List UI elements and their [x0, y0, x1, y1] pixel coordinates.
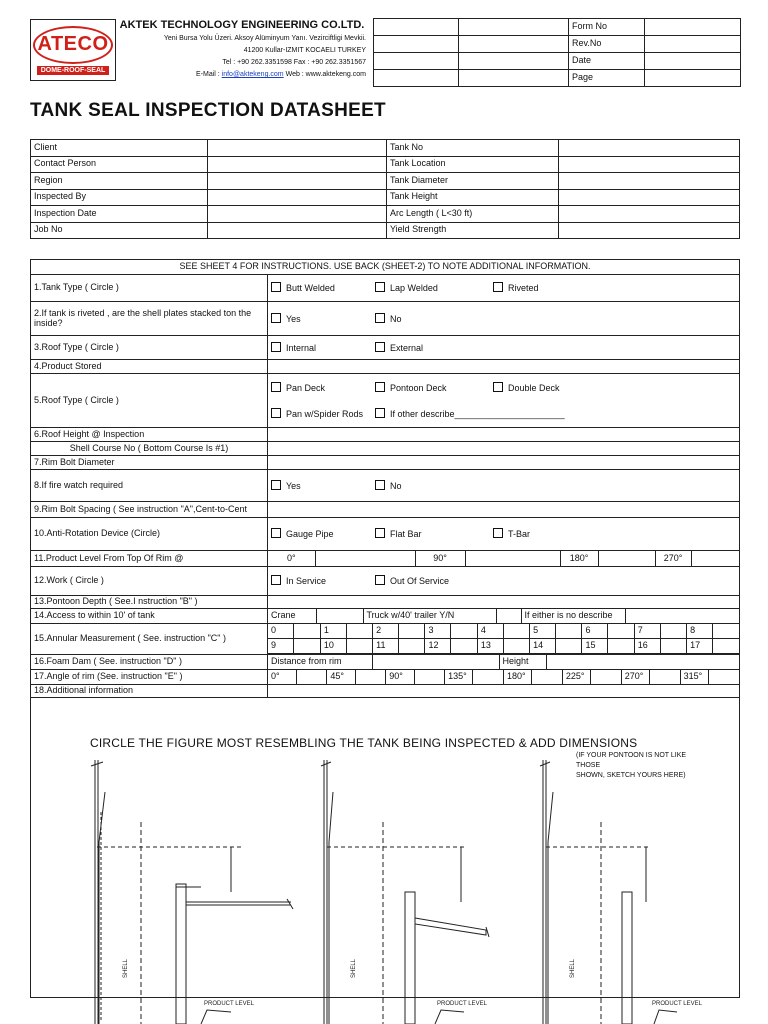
- checkbox[interactable]: [375, 408, 385, 418]
- form-meta-field[interactable]: [374, 19, 459, 36]
- option-label: Pan w/Spider Rods: [286, 408, 364, 419]
- form-meta-row: [374, 53, 741, 70]
- option-label: Out Of Service: [390, 576, 450, 587]
- info-field[interactable]: [559, 140, 740, 157]
- info-row: [31, 173, 740, 190]
- q14-grid: [268, 609, 740, 624]
- option-label: Pan Deck: [286, 382, 326, 393]
- annular-field[interactable]: [451, 624, 477, 638]
- option-label: Double Deck: [508, 382, 560, 393]
- checkbox[interactable]: [375, 480, 385, 490]
- info-row: [31, 222, 740, 239]
- q9-field[interactable]: [268, 502, 740, 518]
- q11-grid: [268, 551, 740, 567]
- q8-label: 8.If fire watch required: [31, 470, 268, 502]
- form-meta-value[interactable]: [645, 70, 741, 87]
- info-row: [31, 189, 740, 206]
- q13-label: 13.Pontoon Depth ( See.I nstruction "B" ): [31, 596, 268, 609]
- checkbox[interactable]: [271, 382, 281, 392]
- crane-label: Crane: [268, 609, 316, 623]
- form-meta-field[interactable]: [374, 36, 459, 53]
- annular-field[interactable]: [660, 638, 686, 653]
- info-field[interactable]: [208, 189, 387, 206]
- info-label: Tank Location: [387, 156, 559, 173]
- form-meta-field[interactable]: [459, 19, 569, 36]
- q17-grid: [268, 670, 740, 685]
- annular-label: 10: [320, 638, 346, 653]
- q10-options: [268, 518, 740, 551]
- angle-label: 45°: [327, 670, 355, 684]
- option-label: If other describe______________________: [390, 408, 565, 419]
- annular-label: 3: [425, 624, 451, 638]
- email-label: E-Mail :: [195, 71, 222, 78]
- info-field[interactable]: [559, 206, 740, 223]
- describe-label: If either is no describe: [521, 609, 625, 623]
- company-address-line1: Yeni Bursa Yolu Üzeri. Aksoy Alüminyum Yanı. Vezirciftligi Mevkii.: [163, 35, 366, 42]
- q11-label: 11.Product Level From Top Of Rim @: [31, 551, 268, 567]
- option-label: Yes: [286, 480, 301, 491]
- checkbox[interactable]: [271, 342, 281, 352]
- angle-label: 90°: [386, 670, 414, 684]
- height-field[interactable]: [546, 655, 739, 669]
- sketch-title: CIRCLE THE FIGURE MOST RESEMBLING THE TANK BEING INSPECTED & ADD DIMENSIONS: [90, 736, 638, 750]
- annular-field[interactable]: [503, 624, 529, 638]
- info-field[interactable]: [208, 206, 387, 223]
- checkbox[interactable]: [271, 575, 281, 585]
- info-label: Client: [31, 140, 208, 157]
- annular-field[interactable]: [451, 638, 477, 653]
- annular-field[interactable]: [713, 638, 739, 653]
- angle-field[interactable]: [532, 670, 563, 684]
- checkbox[interactable]: [375, 382, 385, 392]
- checkbox[interactable]: [375, 528, 385, 538]
- checkbox[interactable]: [375, 282, 385, 292]
- option-label: Gauge Pipe: [286, 529, 334, 540]
- truck-field[interactable]: [496, 609, 521, 623]
- annular-field[interactable]: [556, 624, 582, 638]
- annular-row: [268, 638, 739, 653]
- info-field[interactable]: [208, 222, 387, 239]
- annular-label: 14: [530, 638, 556, 653]
- angle-field[interactable]: [473, 670, 504, 684]
- angle-label: 180°: [560, 551, 598, 566]
- angle-field[interactable]: [591, 670, 622, 684]
- logo-tagline: DOME-ROOF-SEAL: [37, 66, 110, 75]
- annular-row: [268, 624, 739, 638]
- q6-field[interactable]: [268, 428, 740, 442]
- tank-sketches: [31, 752, 738, 1024]
- info-field[interactable]: [559, 189, 740, 206]
- q2-options: [268, 302, 740, 336]
- option-label: No: [390, 480, 402, 491]
- describe-field[interactable]: [625, 609, 739, 623]
- annular-field[interactable]: [503, 638, 529, 653]
- annular-label: 1: [320, 624, 346, 638]
- annular-label: 13: [477, 638, 503, 653]
- tank-info-table: [30, 139, 740, 239]
- checkbox[interactable]: [271, 528, 281, 538]
- q11-field[interactable]: [315, 551, 415, 566]
- annular-field[interactable]: [660, 624, 686, 638]
- info-label: Region: [31, 173, 208, 190]
- q3-label: 3.Roof Type ( Circle ): [31, 336, 268, 360]
- form-meta-table: [373, 18, 741, 87]
- form-meta-field[interactable]: [459, 53, 569, 70]
- annular-label: 15: [582, 638, 608, 653]
- angle-label: 315°: [680, 670, 708, 684]
- product-level-label: PRODUCT LEVEL: [204, 1001, 254, 1007]
- option-label: Riveted: [508, 283, 539, 294]
- q6-label: 6.Roof Height @ Inspection: [31, 428, 268, 442]
- q16-grid: [268, 655, 740, 670]
- info-field[interactable]: [208, 156, 387, 173]
- q2-label: 2.If tank is riveted , are the shell plates stacked ton the inside?: [31, 302, 268, 336]
- angle-field[interactable]: [355, 670, 386, 684]
- angle-label: 135°: [445, 670, 473, 684]
- q18-field[interactable]: [268, 685, 740, 698]
- q4-field[interactable]: [268, 360, 740, 374]
- q7-label: 7.Rim Bolt Diameter: [31, 456, 268, 470]
- shell-label: SHELL: [351, 958, 357, 978]
- annular-label: 11: [373, 638, 399, 653]
- annular-label: 5: [530, 624, 556, 638]
- checkbox[interactable]: [493, 382, 503, 392]
- checkbox[interactable]: [375, 575, 385, 585]
- option-label: Internal: [286, 342, 317, 353]
- web-text: Web : www.aktekeng.com: [283, 71, 366, 78]
- q6-sub-field[interactable]: [268, 442, 740, 456]
- q12-options: [268, 567, 740, 596]
- annular-label: 6: [582, 624, 608, 638]
- angle-field[interactable]: [296, 670, 327, 684]
- checkbox[interactable]: [271, 313, 281, 323]
- q1-label: 1.Tank Type ( Circle ): [31, 275, 268, 302]
- info-label: Arc Length ( L<30 ft): [387, 206, 559, 223]
- annular-label: 17: [687, 638, 713, 653]
- checkbox[interactable]: [271, 480, 281, 490]
- height-label: Height: [499, 655, 546, 669]
- annular-field[interactable]: [294, 624, 320, 638]
- company-info: [118, 19, 370, 89]
- angle-field[interactable]: [650, 670, 681, 684]
- annular-label: 16: [634, 638, 660, 653]
- company-contact-line: [118, 69, 366, 81]
- annular-label: 2: [373, 624, 399, 638]
- angle-label: 0°: [268, 670, 296, 684]
- shell-label: SHELL: [570, 958, 576, 978]
- annular-field[interactable]: [608, 624, 634, 638]
- checkbox[interactable]: [271, 282, 281, 292]
- annular-field[interactable]: [608, 638, 634, 653]
- form-meta-label: Rev.No: [569, 36, 645, 53]
- tank-figure-pan-deck: [91, 760, 293, 1024]
- tank-figure-pontoon-deck: [321, 760, 489, 1024]
- form-meta-label: Page: [569, 70, 645, 87]
- option-label: External: [390, 342, 424, 353]
- option-label: Yes: [286, 313, 301, 324]
- q7-field[interactable]: [268, 456, 740, 470]
- info-field[interactable]: [559, 222, 740, 239]
- form-meta-value[interactable]: [645, 19, 741, 36]
- info-row: [31, 206, 740, 223]
- annular-field[interactable]: [713, 624, 739, 638]
- tank-figure-double-deck: [540, 760, 651, 1024]
- info-field[interactable]: [208, 173, 387, 190]
- annular-label: 0: [268, 624, 294, 638]
- sketch-note-line2: SHOWN, SKETCH YOURS HERE): [576, 772, 686, 779]
- form-meta-field[interactable]: [374, 53, 459, 70]
- annular-field[interactable]: [346, 638, 372, 653]
- info-field[interactable]: [559, 156, 740, 173]
- q16-label: 16.Foam Dam ( See. instruction "D" ): [31, 655, 268, 670]
- q11-field[interactable]: [691, 551, 739, 566]
- angle-label: 270°: [621, 670, 649, 684]
- q12-label: 12.Work ( Circle ): [31, 567, 268, 596]
- q14-label: 14.Access to within 10' of tank: [31, 609, 268, 624]
- sketch-note-line1: (IF YOUR PONTOON IS NOT LIKE THOSE: [576, 752, 687, 769]
- info-row: [31, 140, 740, 157]
- annular-field[interactable]: [294, 638, 320, 653]
- company-name: AKTEK TECHNOLOGY ENGINEERING CO.LTD.: [119, 19, 365, 31]
- q11-field[interactable]: [465, 551, 560, 566]
- form-meta-field[interactable]: [459, 70, 569, 87]
- checkbox[interactable]: [375, 342, 385, 352]
- angle-label: 225°: [562, 670, 590, 684]
- info-label: Inspection Date: [31, 206, 208, 223]
- form-meta-label: Form No: [569, 19, 645, 36]
- company-address-line2: 41200 Kullar-IZMIT KOCAELI TURKEY: [243, 47, 366, 54]
- annular-label: 4: [477, 624, 503, 638]
- checkbox[interactable]: [375, 313, 385, 323]
- q18-label: 18.Additional information: [31, 685, 268, 698]
- company-logo: [30, 19, 116, 81]
- annular-label: 12: [425, 638, 451, 653]
- form-meta-field[interactable]: [374, 70, 459, 87]
- shell-label: SHELL: [123, 958, 129, 978]
- angle-label: 270°: [655, 551, 691, 566]
- annular-label: 7: [634, 624, 660, 638]
- form-meta-row: [374, 70, 741, 87]
- q10-label: 10.Anti-Rotation Device (Circle): [31, 518, 268, 551]
- checkbox[interactable]: [493, 282, 503, 292]
- angle-field[interactable]: [414, 670, 445, 684]
- truck-label: Truck w/40' trailer Y/N: [363, 609, 496, 623]
- info-field[interactable]: [208, 140, 387, 157]
- option-label: In Service: [286, 576, 327, 587]
- checkbox[interactable]: [493, 528, 503, 538]
- option-label: Lap Welded: [390, 283, 438, 294]
- q15-grid: [268, 624, 740, 655]
- info-label: Tank No: [387, 140, 559, 157]
- info-label: Job No: [31, 222, 208, 239]
- info-field[interactable]: [559, 173, 740, 190]
- distance-label: Distance from rim: [268, 655, 372, 669]
- company-phone: Tel : +90 262.3351598 Fax : +90 262.3351567: [222, 59, 366, 66]
- form-meta-value[interactable]: [645, 53, 741, 70]
- info-label: Tank Height: [387, 189, 559, 206]
- logo-text: ATECO: [33, 26, 113, 64]
- q5-label: 5.Roof Type ( Circle ): [31, 374, 268, 428]
- q15-label: 15.Annular Measurement ( See. instruction "C" ): [31, 624, 268, 655]
- form-meta-row: [374, 19, 741, 36]
- q1-options: [268, 275, 740, 302]
- option-label: Butt Welded: [286, 283, 335, 294]
- q13-field[interactable]: [268, 596, 740, 609]
- angle-label: 0°: [268, 551, 315, 566]
- info-label: Tank Diameter: [387, 173, 559, 190]
- annular-field[interactable]: [399, 638, 425, 653]
- option-label: Flat Bar: [390, 529, 422, 540]
- product-level-label: PRODUCT LEVEL: [437, 1001, 487, 1007]
- form-meta-label: Date: [569, 53, 645, 70]
- info-label: Yield Strength: [387, 222, 559, 239]
- option-label: No: [390, 313, 402, 324]
- annular-label: 8: [687, 624, 713, 638]
- annular-field[interactable]: [556, 638, 582, 653]
- form-meta-row: [374, 36, 741, 53]
- q5-options: [268, 374, 740, 428]
- option-label: Pontoon Deck: [390, 382, 447, 393]
- q11-field[interactable]: [598, 551, 655, 566]
- annular-field[interactable]: [399, 624, 425, 638]
- info-label: Contact Person: [31, 156, 208, 173]
- q8-options: [268, 470, 740, 502]
- checkbox[interactable]: [271, 408, 281, 418]
- product-level-label: PRODUCT LEVEL: [652, 1001, 702, 1007]
- annular-field[interactable]: [346, 624, 372, 638]
- q3-options: [268, 336, 740, 360]
- distance-field[interactable]: [372, 655, 499, 669]
- q17-label: 17.Angle of rim (See. instruction "E" ): [31, 670, 268, 685]
- form-meta-value[interactable]: [645, 36, 741, 53]
- q6-sub-label: Shell Course No ( Bottom Course Is #1): [31, 442, 268, 456]
- option-label: T-Bar: [508, 529, 531, 540]
- q9-label: 9.Rim Bolt Spacing ( See instruction "A",Cent-to-Cent: [31, 502, 268, 518]
- page-title: TANK SEAL INSPECTION DATASHEET: [30, 100, 386, 121]
- crane-field[interactable]: [316, 609, 363, 623]
- email-link[interactable]: info@aktekeng.com: [221, 71, 284, 78]
- angle-label: 180°: [504, 670, 532, 684]
- form-meta-field[interactable]: [459, 36, 569, 53]
- angle-label: 90°: [415, 551, 465, 566]
- instructions-header: SEE SHEET 4 FOR INSTRUCTIONS. USE BACK (SHEET-2) TO NOTE ADDITIONAL INFORMATION.: [31, 260, 740, 275]
- angle-field[interactable]: [708, 670, 739, 684]
- info-row: [31, 156, 740, 173]
- info-label: Inspected By: [31, 189, 208, 206]
- annular-label: 9: [268, 638, 294, 653]
- q4-label: 4.Product Stored: [31, 360, 268, 374]
